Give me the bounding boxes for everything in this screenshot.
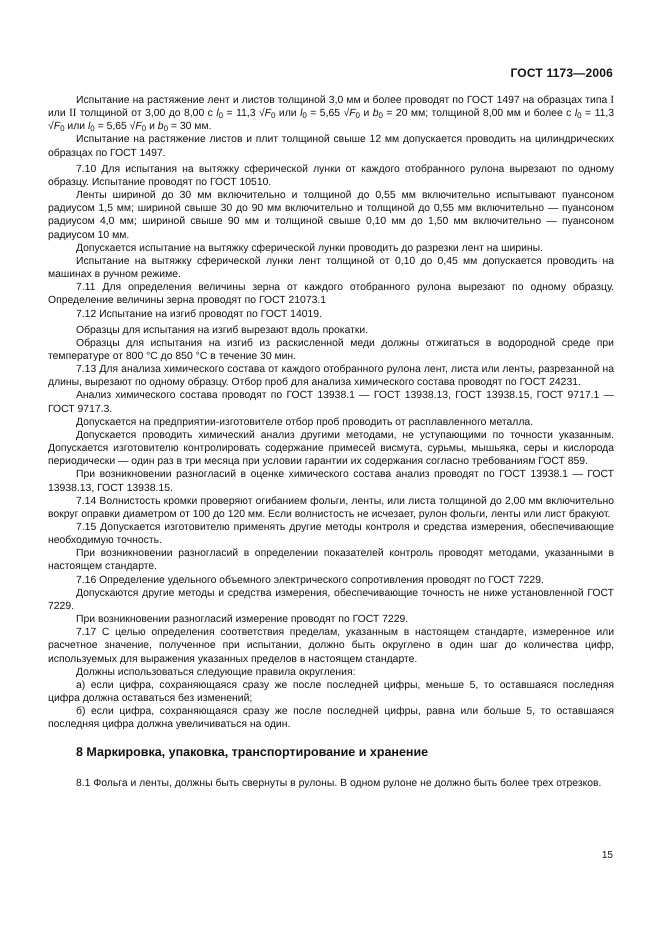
- clause-7-12: 7.12 Испытание на изгиб проводят по ГОСТ 14019.: [76, 308, 322, 320]
- paragraph: Должны использоваться следующие правила округления:: [76, 666, 356, 678]
- clause-7-14: 7.14 Волнистость кромки проверяют огибанием фольги, ленты, или листа толщиной до 2,00 мм включительно вокруг оправки диаметром от 100 до 120 мм. Если волнистость не исчезает, рулон фольги, ленты или лист бракуют.: [48, 495, 614, 520]
- paragraph: Допускается проводить химический анализ другими методами, не уступающими по точности указанным. Допускается изготовителю контролировать содержание примесей висмута, сурьмы, мышьяка, серы и кислорода периодически — один раз в три месяца при условии гарантии их содержания согласно требованиям ГОСТ 859.: [48, 429, 614, 468]
- paragraph: Образцы для испытания на изгиб вырезают вдоль прокатки.: [76, 324, 369, 336]
- paragraph: Допускаются другие методы и средства измерения, обеспечивающие точность не ниже установленной ГОСТ 7229.: [48, 587, 614, 612]
- clause-7-17: 7.17 С целью определения соответствия пределам, указанным в настоящем стандарте, измеренное или расчетное значение, полученное при испытании, должно быть округлено в один шаг до количества цифр, используемых для выражения указанных пределов в настоящем стандарте.: [48, 627, 614, 665]
- paragraph: Ленты шириной до 30 мм включительно и толщиной до 0,55 мм включительно испытывают пуансоном радиусом 1,5 мм; шириной свыше 30 до 90 мм включительно и толщиной до 0,55 мм включительно — пуансоном радиусом 4,0 мм; шириной свыше 90 мм и толщиной свыше 0,10 мм до 1,50 мм включительно — пуансоном радиусом 10 мм.: [48, 190, 614, 241]
- document-code-header: ГОСТ 1173—2006: [510, 66, 613, 80]
- list-item-a: а) если цифра, сохраняющаяся сразу же после последней цифры, меньше 5, то оставшаяся последняя цифра должна оставаться без изменений;: [48, 679, 614, 705]
- clause-7-10: 7.10 Для испытания на вытяжку сферической лунки от каждого отобранного рулона вырезают по одному образцу. Испытание проводят по ГОСТ 10510.: [48, 163, 614, 188]
- clause-7-15: 7.15 Допускается изготовителю применять другие методы контроля и средства измерения, обеспечивающие необходимую точность.: [48, 522, 614, 547]
- paragraph: Допускается испытание на вытяжку сферической лунки проводить до разрезки лент на ширины.: [76, 242, 543, 254]
- paragraph: При возникновении разногласий в определении показателей контроль проводят методами, указанными в настоящем стандарте.: [48, 548, 614, 573]
- page-number: 15: [601, 850, 613, 861]
- paragraph: Испытание на вытяжку сферической лунки лент толщиной от 0,10 до 0,45 мм допускается проводить на машинах в ручном режиме.: [48, 255, 614, 281]
- paragraph: При возникновении разногласий в оценке химического состава анализ проводят по ГОСТ 13938.1 — ГОСТ 13938.13, ГОСТ 13938.15.: [48, 469, 614, 494]
- paragraph-tensile-formula: Испытание на растяжение лент и листов толщиной 3,0 мм и более проводят по ГОСТ 1497 на образцах типа I или II толщиной от 3,00 до 8,00 с $l_0 = 11,3$ $√F_0$ или $l_0 = 5,65$ $√F_0$ и $b_0 = 20$ мм; толщиной 8,00 мм и более с $l_0 = 11,3$ $√F_0$ или $l_0 = 5,65$ $√F_0$ и $b_0 = 30$ мм.: [48, 94, 615, 134]
- clause-8-1: 8.1 Фольга и ленты, должны быть свернуты в рулоны. В одном рулоне не должно быть более трех отрезков.: [76, 777, 602, 789]
- clause-7-16: 7.16 Определение удельного объемного электрического сопротивления проводят по ГОСТ 7229.: [76, 574, 544, 586]
- list-item-b: б) если цифра, сохраняющаяся сразу же после последней цифры, равна или больше 5, то оставшаяся последняя цифра должна увеличиваться на один.: [48, 706, 614, 731]
- paragraph: Анализ химического состава проводят по ГОСТ 13938.1 — ГОСТ 13938.13, ГОСТ 13938.15, ГОСТ 9717.1 — ГОСТ 9717.3.: [48, 390, 614, 415]
- clause-7-13: 7.13 Для анализа химического состава от каждого отобранного рулона лент, листа или ленты, разрезанной на длины, вырезают по одному образцу. Отбор проб для анализа химического состава проводят по ГОСТ 24231.: [48, 364, 614, 389]
- paragraph: Допускается на предприятии-изготовителе отбор проб проводить от расплавленного металла.: [76, 416, 534, 428]
- body-text: [48, 94, 614, 790]
- clause-7-11: 7.11 Для определения величины зерна от каждого отобранного рулона вырезают по одному образцу. Определение величины зерна проводят по ГОСТ 21073.1: [48, 282, 614, 307]
- paragraph: При возникновении разногласий измерение проводят по ГОСТ 7229.: [76, 614, 409, 626]
- section-8-heading: 8 Маркировка, упаковка, транспортирование и хранение: [76, 744, 429, 759]
- paragraph: Испытание на растяжение листов и плит толщиной свыше 12 мм допускается проводить на цилиндрических образцах по ГОСТ 1497.: [48, 134, 614, 159]
- paragraph: Образцы для испытания на изгиб из раскисленной меди должны отжигаться в водородной среде при температуре от 800 °С до 850 °С в течение 30 мин.: [48, 337, 614, 362]
